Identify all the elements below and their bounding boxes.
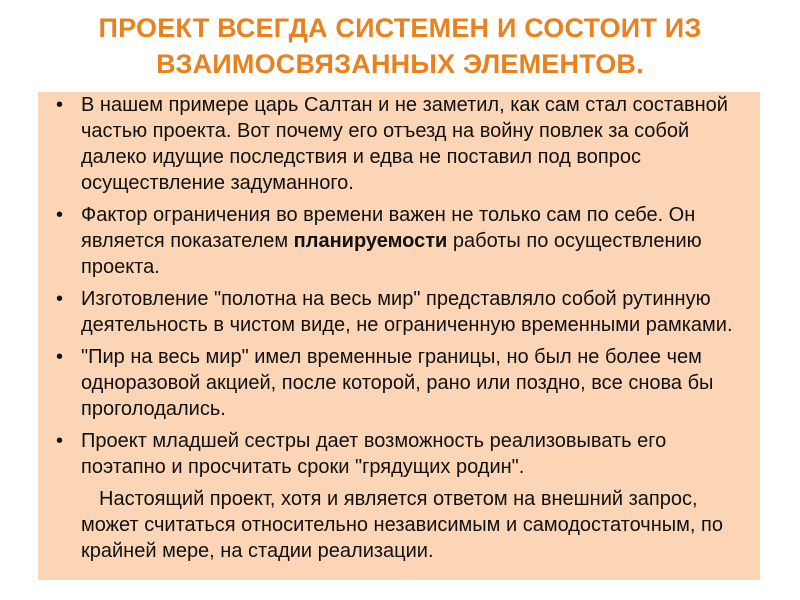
list-item [56, 428, 756, 480]
bullet-icon: • [56, 430, 64, 452]
bullet-icon: • [56, 346, 64, 368]
list-item [56, 286, 756, 338]
closing-paragraph: Настоящий проект, хотя и является ответом на внешний запрос, может считаться относительно независимым и самодостаточным, по крайней мере, на стадии реализации. [81, 488, 723, 562]
bullet-text: Изготовление "полотна на весь мир" представляло собой рутинную деятельность в чистом виде, не ограниченную временными рамками. [81, 288, 733, 336]
closing-paragraph-item [56, 486, 756, 564]
bullet-text: "Пир на весь мир" имел временные границы, но был не более чем одноразовой акцией, после которой, рано или поздно, все снова бы проголодались. [81, 346, 714, 420]
list-item [56, 202, 756, 280]
bullet-icon: • [56, 94, 64, 116]
bullet-text: Проект младшей сестры дает возможность реализовывать его поэтапно и просчитать сроки "грядущих родин". [81, 430, 667, 478]
slide-title: ПРОЕКТ ВСЕГДА СИСТЕМЕН И СОСТОИТ ИЗ ВЗАИМОСВЯЗАННЫХ ЭЛЕМЕНТОВ. [98, 13, 702, 79]
bold-term: планируемости [293, 230, 448, 252]
bullet-icon: • [56, 204, 64, 226]
bullet-icon: • [56, 288, 64, 310]
list-item [56, 344, 756, 422]
bullet-text: работы по осуществлению проекта. [81, 230, 702, 278]
list-item [56, 92, 756, 196]
bullet-list [56, 92, 756, 564]
bullet-text: Фактор ограничения во времени важен не только сам по себе. Он является показателем [81, 204, 696, 252]
bullet-text: В нашем примере царь Салтан и не заметил, как сам стал составной частью проекта. Вот почему его отъезд на войну повлек за собой далеко идущие последствия и едва не поставил под вопрос осуществление задуманного. [81, 94, 728, 194]
